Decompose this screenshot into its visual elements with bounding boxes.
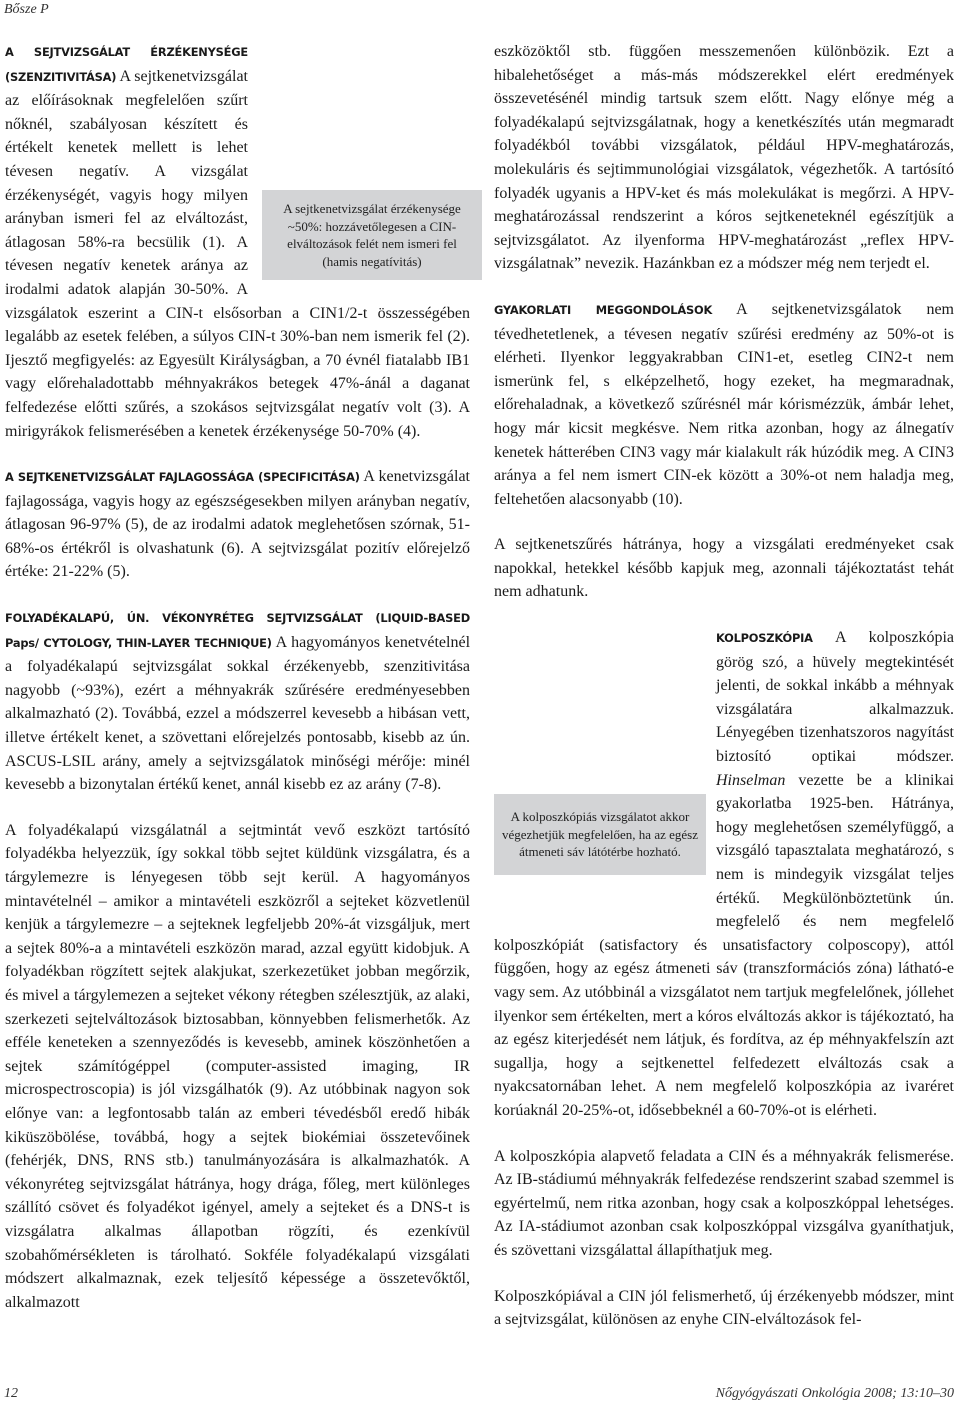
paragraph-continuation: eszközöktől stb. függően messzemenően különbözik. Ezt a hibalehetőséget a más-más módszerekkel elért eredmények összevetésénél mindig tartsuk szem előtt. Nagy előnye még a folyadékalapú sejtvizsgálatnak, hogy a kenetkészítés után megmaradt folyadékból további vizsgálatok, például HPV-meghatározás, molekuláris és sejtimmunológiai vizsgálatok, végezhetők. A tartósító folyadék ugyanis a HPV-ket és más molekulákat is megőrzi. A HPV-meghatározással rendszerint a kóros sejtkeneteknél egészítjük a sejtvizsgálatot. Az ilyenforma HPV-meghatározást „reflex HPV-vizsgálatnak” nevezik. Hazánkban ez a módszer még nem terjedt el. (494, 43, 954, 273)
callout-sensitivity: A sejtkenetvizsgálat érzékenysége ~50%: hozzávetőlegesen a CIN-elváltozások felét nem ismeri fel (hamis negatívitás) (262, 190, 482, 280)
heading-practical: GYAKORLATI MEGGONDOLÁSOK (494, 302, 713, 317)
paragraph-liquid-method: A folyadékalapú vizsgálatnál a sejtmintát vevő eszközt tartósító folyadékba helyezzük, így sokkal több sejtet küldünk vizsgálatra, és a tárgylemezre is lényegesen több sejt kerül. A hagyományos mintavételnél – amikor a mintavételi eszközről a sejteket közvetlenül kenjük a tárgylemezre – a sejteknek legfeljebb 20%-át vizsgáljuk, mert a sejtek 80%-a a mintavételi eszközön marad, azzal együtt kidobjuk. A folyadékban rögzített sejtek alakjukat, szerkezetüket jobban megőrzik, és mivel a tárgylemezen a sejteket vékony rétegben szélesztjük, az alaki, szerkezeti sejtelváltozások biztosabban, könnyebben felismerhetők. Az efféle keneteken a szennyeződés is kevesebb, aminek köszönhetően a sejtek számítógéppel (computer-assisted imaging, IR microspectroscopia) is jól vizsgálhatók (9). Az utóbbinak nagyon sok előnye van: a legfontosabb talán az emberi tévedésből eredő hibák kiküszöbölése, továbbá, hogy a sejtek biokémiai összetevőinek (fehérjék, DNS, RNS stb.) tanulmányozására is alkalmazhatók. A vékonyréteg sejtvizsgálat hátránya, hogy drága, főleg, mert különleges szállító csövet és folyadékot igényel, amely a sejteket és a DNS-t is vizsgálatra alkalmas állapotban rögzíti, és ezenkívül szobahőmérsékleten is tárolható. Sokféle folyadékalapú vizsgálati módszert alkalmaznak, ezek teljesítő képessége a összetevőktől, alkalmazott (5, 821, 470, 1311)
paragraph-colposcopy-task: A kolposzkópia alapvető feladata a CIN és a méhnyakrák felismerése. Az IB-stádiumú méhnyakrák felfedezése rendszerint szabad szemmel is egyértelmű, nem ritka azonban, hogy csak a kolposzkóppal lehetséges. Az IA-stádiumot azonban csak kolposzkóppal vizsgálva gyaníthatjuk, és szövettani vizsgálattal állapíthatjuk meg. (494, 1147, 954, 1259)
right-column (494, 40, 954, 1350)
heading-sensitivity: A SEJTVIZSGÁLAT ÉRZÉKENYSÉGE (SZENZITIVITÁSA) (5, 45, 248, 84)
author-name: Hinselman (716, 771, 786, 789)
paragraph-liquid-based (5, 606, 470, 797)
paragraph-disadvantage: A sejtkenetszűrés hátránya, hogy a vizsgálati eredményeket csak napokkal, hetekkel később kapjuk meg, azonnali tájékoztatást tehát nem adhatunk. (494, 536, 954, 601)
paragraph-specificity (5, 465, 470, 584)
callout-colposcopy: A kolposzkópiás vizsgálatot akkor végezhetjük megfelelően, ha az egész átmeneti sáv látótérbe hozható. (494, 794, 706, 875)
left-column (5, 40, 470, 1332)
paragraph-text: A sejtkenetvizsgálat az előírásoknak megfelelően szűrt nőknél, szabályosan készített és értékelt kenetek mellett is lehet tévesen negatív. A vizsgálat érzékenységét, vagyis hogy milyen arányban ismeri fel az elváltozást, átlagosan 58%-ra becsülik (1). A tévesen negatív kenetek aránya az irodalmi adatok alapján 30-50%. A vizsgálatok eszerint a CIN-t elsősorban a CIN1/2-t összességében legalább az esetek felében, a súlyos CIN-t 30%-ban nem ismerik fel (2). Ijesztő megfigyelés: az Egyesült Királyságban, a 70 évnél fiatalabb IB1 vagy előrehaladottabb méhnyakrákos betegek 47%-ánál a daganat felfedezése előtti szűrés, a szokásos sejtvizsgálat negatív volt (3). A mirigyrákok felismerésében a kenetek érzékenysége 50-70% (4). (5, 67, 470, 440)
running-head: Bősze P (4, 2, 49, 17)
page-number: 12 (4, 1386, 18, 1401)
paragraph-text: vezette be a klinikai gyakorlatba 1925-ben. Hátránya, hogy meglehetősen személyfüggő, a vizsgáló tapasztalata meghatározó, s nem is mindegyik vizsgálat teljes értékű. Megkülönböztetünk ún. megfelelő és nem megfelelő kolposzkópiát (satisfactory és unsatisfactory colposcopy), attól függően, hogy az egész átmeneti sáv (transzformációs zóna) látható-e vagy sem. Az utóbbinál a vizsgálatot nem tartjuk megfelelőnek, jóllehet ilyenkor sem értékelten, mert a kóros elváltozás akkor is tájékoztató, ha az egész kiterjedését nem látjuk, és fordítva, az ép méhnyakfelszín azt sugallja, hogy a sejtkenettel felfedezett elváltozás csak a nyakcsatornában lehet. A nem megfelelő kolposzkópia az ivaréret korúaknál 20-25%-ot, idősebbeknél a 60-70%-ot is elérheti. (494, 771, 954, 1119)
paragraph-text: A kolposzkópia görög szó, a hüvely megtekintését jelenti, de sokkal inkább a méhnyak vizsgálatára alkalmazzuk. Lényegében tizenhatszoros nagyítást biztosító optikai módszer. (716, 629, 954, 766)
heading-liquid-based: FOLYADÉKALAPÚ, ÚN. VÉKONYRÉTEG SEJTVIZSGÁLAT (LIQUID-BASED Paps/ CYTOLOGY, THIN-LAYER TECHNIQUE) (5, 611, 470, 650)
paragraph-text: A hagyományos kenetvételnél a folyadékalapú sejtvizsgálat sokkal érzékenyebb, szenzitivitása nagyobb (~93%), ezért a méhnyakrák szűrésére eredményesebben alkalmazható (2). Továbbá, ezzel a módszerrel kevesebb a hibásan vett, illetve értékelt kenet, a szövettani előrejelzés pontosabb, kisebb az ún. ASCUS-LSIL arány, amely a sejtvizsgálatok minőségi mérője: minél kevesebb a bizonytalan értékű kenet, annál kisebb ez az arány (7-8). (5, 633, 471, 794)
journal-citation: Nőgyógyászati Onkológia 2008; 13:10–30 (715, 1386, 954, 1401)
paragraph-text: A sejtkenetvizsgálatok nem tévedhetetlenek, a tévesen negatív szűrési eredmény az 50%-ot is elérheti. Ilyenkor leggyakrabban CIN1-et, esetleg CIN2-t nem ismerünk fel, s elképzelhető, hogy ezeket, ha megmaradnak, előrehaladnak, a következő szűrésnél már kórismézzük, ámbár lehet, hogy már kicsit megkésve. Nem ritka azonban, hogy az álnegatív kenetek hátterében CIN3 vagy már kialakult rák húzódik meg. A CIN3 aránya a fel nem ismert CIN-ek között a 30%-ot nem haladja meg, feltehetően alacsonyabb (10). (494, 300, 954, 508)
paragraph-text: A kenetvizsgálat fajlagossága, vagyis hogy az egészségesekben milyen arányban negatív, átlagosan 96-97% (5), de az irodalmi adatok meglehetősen szórnak, 51-68%-os értékről is olvashatunk (6). A sejtvizsgálat pozitív előrejelző értéke: 21-22% (5). (5, 468, 470, 581)
paragraph-practical (494, 298, 954, 511)
heading-colposcopy: KOLPOSZKÓPIA (716, 631, 813, 646)
heading-specificity: A SEJTKENETVIZSGÁLAT FAJLAGOSSÁGA (SPECIFICITÁSA) (5, 470, 360, 485)
paragraph-colposcopy-cin: Kolposzkópiával a CIN jól felismerhető, új érzékenyebb módszer, mint a sejtvizsgálat, különösen az enyhe CIN-elváltozások fel- (494, 1287, 954, 1329)
